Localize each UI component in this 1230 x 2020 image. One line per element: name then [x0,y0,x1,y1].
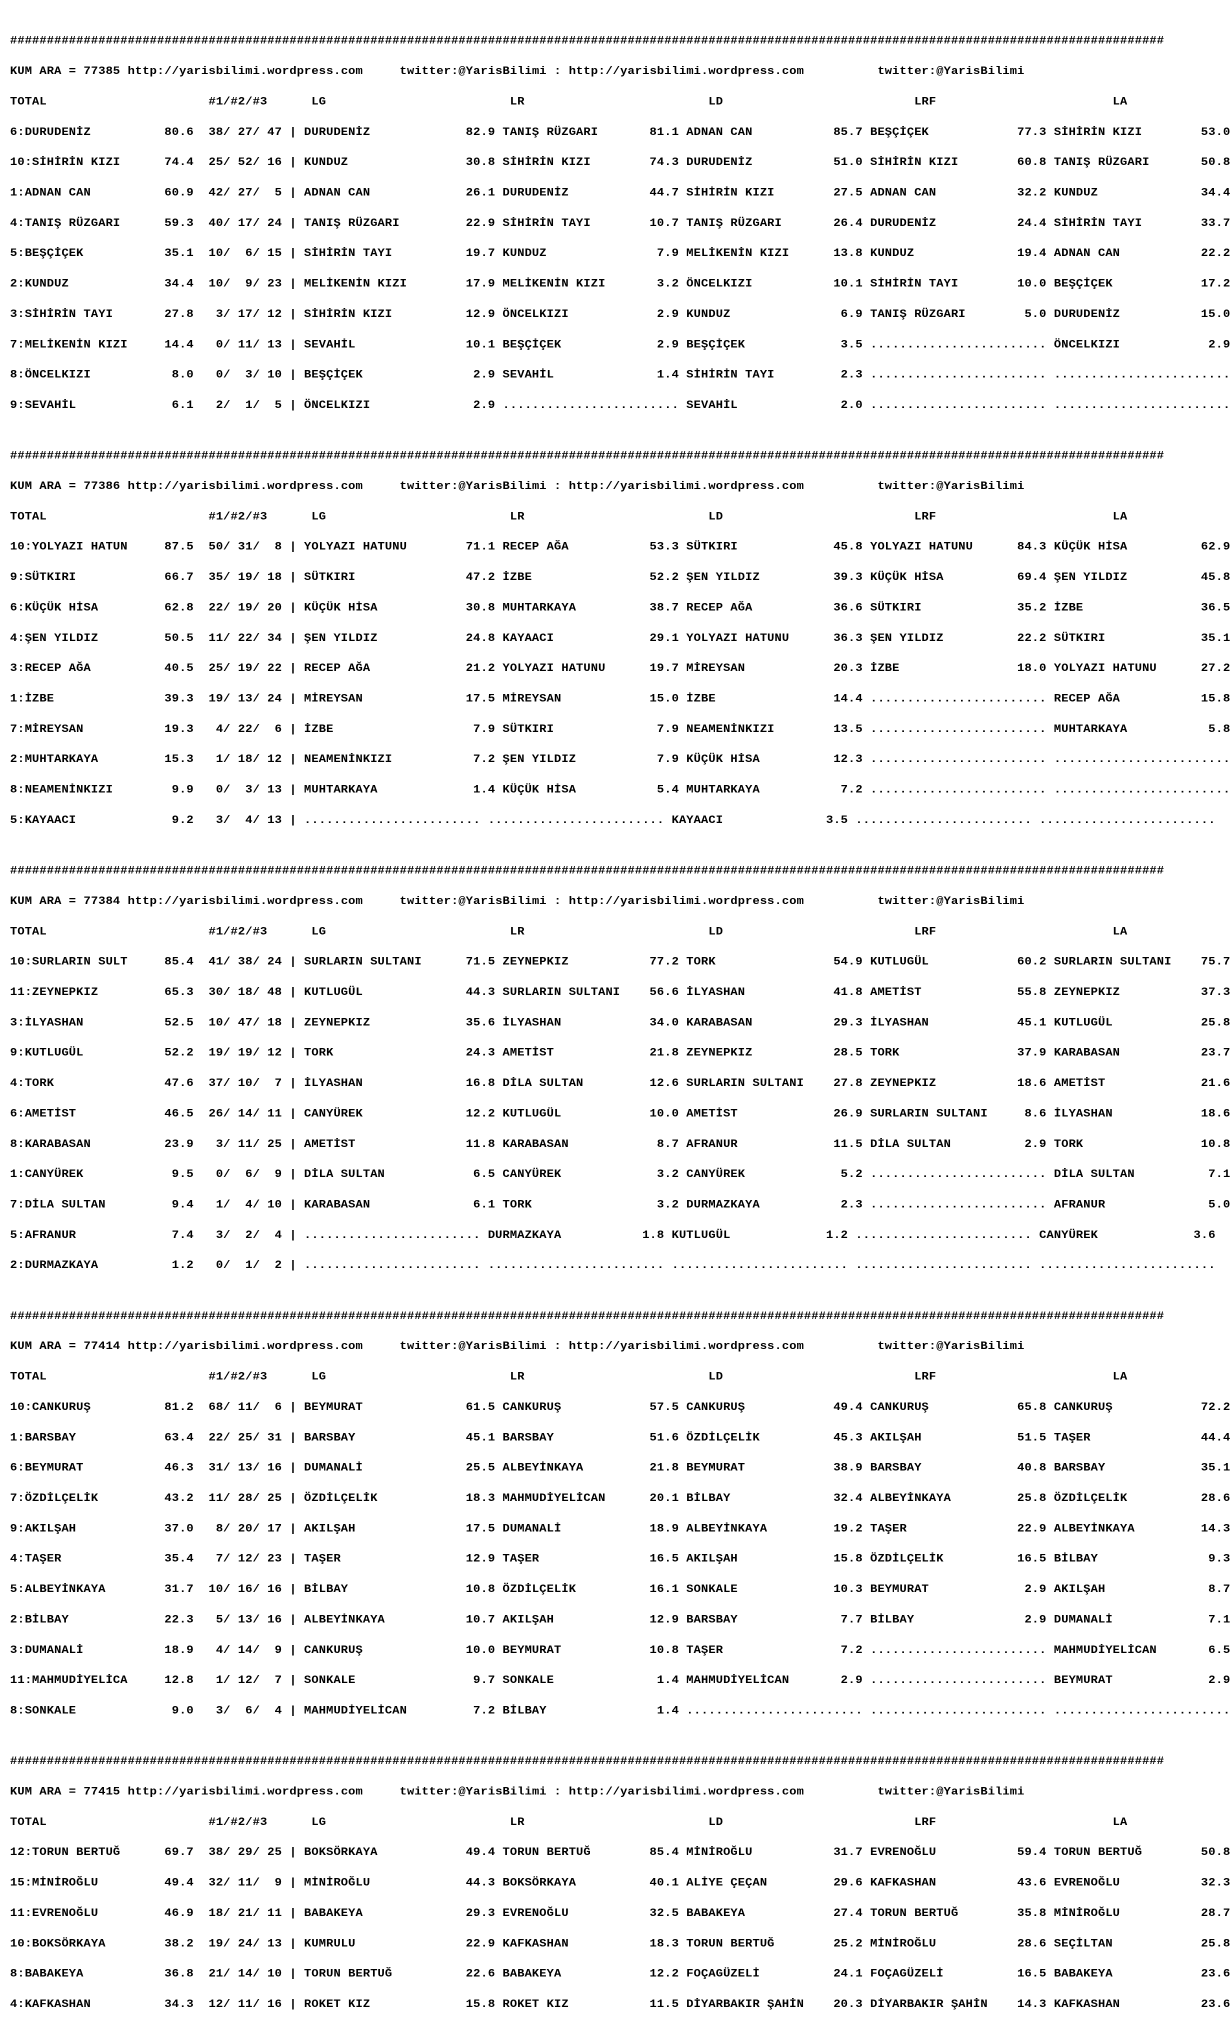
race-header [10,64,1230,78]
site-links: http://yarisbilimi.wordpress.com twitter:@YarisBilimi : http://yarisbilimi.wordpress.com twitter:@YarisBilimi [120,64,1025,78]
site-links: http://yarisbilimi.wordpress.com twitter:@YarisBilimi : http://yarisbilimi.wordpress.com twitter:@YarisBilimi [120,894,1025,908]
table-row: 6:BEYMURAT 46.3 31/ 13/ 16 | DUMANALİ 25.5 ALBEYİNKAYA 21.8 BEYMURAT 38.9 BARSBAY 40.8 BARSBAY 35.1 [10,1461,1230,1475]
table-row: 7:MELİKENİN KIZI 14.4 0/ 11/ 13 | SEVAHİL 10.1 BEŞÇİÇEK 2.9 BEŞÇİÇEK 3.5 ........................ ÖNCELKIZI 2.9 [10,338,1230,351]
kum-ara-label: KUM ARA = 77386 [10,479,121,493]
table-row: 4:TAŞER 35.4 7/ 12/ 23 | TAŞER 12.9 TAŞER 16.5 AKILŞAH 15.8 ÖZDİLÇELİK 16.5 BİLBAY 9.3 [10,1552,1230,1566]
table-row: 4:TORK 47.6 37/ 10/ 7 | İLYASHAN 16.8 DİLA SULTAN 12.6 SURLARIN SULTANI 27.8 ZEYNEPKIZ 18.6 AMETİST 21.6 [10,1076,1230,1090]
race-header [10,1787,1230,1797]
hash-separator: ############################################################################################################################################################# [10,864,1165,878]
race-header [10,479,1230,493]
site-links: http://yarisbilimi.wordpress.com twitter:@YarisBilimi : http://yarisbilimi.wordpress.com twitter:@YarisBilimi [120,1340,1025,1353]
kum-ara-label: KUM ARA = 77414 [10,1340,121,1353]
table-row: 9:SEVAHİL 6.1 2/ 1/ 5 | ÖNCELKIZI 2.9 ........................ SEVAHİL 2.0 ........................ ........................ [10,398,1230,412]
table-row: 10:YOLYAZI HATUN 87.5 50/ 31/ 8 | YOLYAZI HATUNU 71.1 RECEP AĞA 53.3 SÜTKIRI 45.8 YOLYAZI HATUNU 84.3 KÜÇÜK HİSA 62.9 [10,540,1230,554]
table-row: 5:ALBEYİNKAYA 31.7 10/ 16/ 16 | BİLBAY 10.8 ÖZDİLÇELİK 16.1 SONKALE 10.3 BEYMURAT 2.9 AKILŞAH 8.7 [10,1582,1230,1596]
table-row: 5:BEŞÇİÇEK 35.1 10/ 6/ 15 | SİHİRİN TAYI 19.7 KUNDUZ 7.9 MELİKENİN KIZI 13.8 KUNDUZ 19.4 ADNAN CAN 22.2 [10,247,1230,260]
columns-header: TOTAL #1/#2/#3 LG LR LD LRF LA [10,510,1128,524]
table-row: 11:MAHMUDİYELİCA 12.8 1/ 12/ 7 | SONKALE 9.7 SONKALE 1.4 MAHMUDİYELİCAN 2.9 ........................ BEYMURAT 2.9 [10,1673,1230,1687]
table-row: 1:BARSBAY 63.4 22/ 25/ 31 | BARSBAY 45.1 BARSBAY 51.6 ÖZDİLÇELİK 45.3 AKILŞAH 51.5 TAŞER 44.4 [10,1431,1230,1444]
table-row: 10:SURLARIN SULT 85.4 41/ 38/ 24 | SURLARIN SULTANI 71.5 ZEYNEPKIZ 77.2 TORK 54.9 KUTLUGÜL 60.2 SURLARIN SULTANI 75.7 [10,955,1230,969]
table-row: 7:MİREYSAN 19.3 4/ 22/ 6 | İZBE 7.9 SÜTKIRI 7.9 NEAMENİNKIZI 13.5 ........................ MUHTARKAYA 5.8 [10,722,1230,736]
kum-ara-label: KUM ARA = 77415 [10,1785,121,1799]
table-row: 3:İLYASHAN 52.5 10/ 47/ 18 | ZEYNEPKIZ 35.6 İLYASHAN 34.0 KARABASAN 29.3 İLYASHAN 45.1 KUTLUGÜL 25.8 [10,1016,1230,1030]
table-row: 1:İZBE 39.3 19/ 13/ 24 | MİREYSAN 17.5 MİREYSAN 15.0 İZBE 14.4 ........................ RECEP AĞA 15.8 [10,692,1230,706]
table-row: 2:BİLBAY 22.3 5/ 13/ 16 | ALBEYİNKAYA 10.7 AKILŞAH 12.9 BARSBAY 7.7 BİLBAY 2.9 DUMANALİ 7.1 [10,1613,1230,1627]
table-row: 3:RECEP AĞA 40.5 25/ 19/ 22 | RECEP AĞA 21.2 YOLYAZI HATUNU 19.7 MİREYSAN 20.3 İZBE 18.0 YOLYAZI HATUNU 27.2 [10,661,1230,675]
hash-separator: ############################################################################################################################################################# [10,449,1165,463]
table-row: 8:SONKALE 9.0 3/ 6/ 4 | MAHMUDİYELİCAN 7.2 BİLBAY 1.4 ........................ ........................ ........................ [10,1704,1230,1718]
table-row: 4:ŞEN YILDIZ 50.5 11/ 22/ 34 | ŞEN YILDIZ 24.8 KAYAACI 29.1 YOLYAZI HATUNU 36.3 ŞEN YILDIZ 22.2 SÜTKIRI 35.1 [10,631,1230,645]
columns-header: TOTAL #1/#2/#3 LG LR LD LRF LA [10,1370,1128,1384]
table-row: 12:TORUN BERTUĞ 69.7 38/ 29/ 25 | BOKSÖRKAYA 49.4 TORUN BERTUĞ 85.4 MİNİROĞLU 31.7 EVRENOĞLU 59.4 TORUN BERTUĞ 50.8 [10,1846,1230,1859]
table-row: 1:CANYÜREK 9.5 0/ 6/ 9 | DİLA SULTAN 6.5 CANYÜREK 3.2 CANYÜREK 5.2 ........................ DİLA SULTAN 7.1 [10,1167,1230,1181]
race-header [10,894,1230,908]
race-header [10,1342,1230,1352]
table-row: 10:SİHİRİN KIZI 74.4 25/ 52/ 16 | KUNDUZ 30.8 SİHİRİN KIZI 74.3 DURUDENİZ 51.0 SİHİRİN KIZI 60.8 TANIŞ RÜZGARI 50.8 [10,155,1230,169]
race-results-text [10,6,1230,2020]
table-row: 6:AMETİST 46.5 26/ 14/ 11 | CANYÜREK 12.2 KUTLUGÜL 10.0 AMETİST 26.9 SURLARIN SULTANI 8.6 İLYASHAN 18.6 [10,1107,1230,1121]
table-row: 2:KUNDUZ 34.4 10/ 9/ 23 | MELİKENİN KIZI 17.9 MELİKENİN KIZI 3.2 ÖNCELKIZI 10.1 SİHİRİN TAYI 10.0 BEŞÇİÇEK 17.2 [10,277,1230,291]
table-row: 6:DURUDENİZ 80.6 38/ 27/ 47 | DURUDENİZ 82.9 TANIŞ RÜZGARI 81.1 ADNAN CAN 85.7 BEŞÇİÇEK 77.3 SİHİRİN KIZI 53.0 [10,125,1230,139]
table-row: 9:AKILŞAH 37.0 8/ 20/ 17 | AKILŞAH 17.5 DUMANALİ 18.9 ALBEYİNKAYA 19.2 TAŞER 22.9 ALBEYİNKAYA 14.3 [10,1522,1230,1536]
table-row: 5:KAYAACI 9.2 3/ 4/ 13 | ........................ ........................ KAYAACI 3.5 ........................ ........................ [10,813,1216,827]
kum-ara-label: KUM ARA = 77384 [10,894,121,908]
table-row: 5:AFRANUR 7.4 3/ 2/ 4 | ........................ DURMAZKAYA 1.8 KUTLUGÜL 1.2 ........................ CANYÜREK 3.6 [10,1228,1216,1242]
columns-header: TOTAL #1/#2/#3 LG LR LD LRF LA [10,95,1128,109]
table-row: 8:KARABASAN 23.9 3/ 11/ 25 | AMETİST 11.8 KARABASAN 8.7 AFRANUR 11.5 DİLA SULTAN 2.9 TORK 10.8 [10,1137,1230,1151]
table-row: 8:BABAKEYA 36.8 21/ 14/ 10 | TORUN BERTUĞ 22.6 BABAKEYA 12.2 FOÇAGÜZELİ 24.1 FOÇAGÜZELİ 16.5 BABAKEYA 23.6 [10,1967,1230,1981]
table-row: 8:ÖNCELKIZI 8.0 0/ 3/ 10 | BEŞÇİÇEK 2.9 SEVAHİL 1.4 SİHİRİN TAYI 2.3 ........................ ........................ [10,368,1230,382]
kum-ara-label: KUM ARA = 77385 [10,64,121,78]
table-row: 2:DURMAZKAYA 1.2 0/ 1/ 2 | ........................ ........................ ........................ ........................ ........................ [10,1259,1216,1272]
table-row: 3:SİHİRİN TAYI 27.8 3/ 17/ 12 | SİHİRİN KIZI 12.9 ÖNCELKIZI 2.9 KUNDUZ 6.9 TANIŞ RÜZGARI 5.0 DURUDENİZ 15.0 [10,307,1230,321]
table-row: 3:DUMANALİ 18.9 4/ 14/ 9 | CANKURUŞ 10.0 BEYMURAT 10.8 TAŞER 7.2 ........................ MAHMUDİYELİCAN 6.5 [10,1643,1230,1657]
columns-header: TOTAL #1/#2/#3 LG LR LD LRF LA [10,1815,1128,1829]
table-row: 9:KUTLUGÜL 52.2 19/ 19/ 12 | TORK 24.3 AMETİST 21.8 ZEYNEPKIZ 28.5 TORK 37.9 KARABASAN 23.7 [10,1046,1230,1060]
table-row: 15:MİNİROĞLU 49.4 32/ 11/ 9 | MİNİROĞLU 44.3 BOKSÖRKAYA 40.1 ALİYE ÇEÇAN 29.6 KAFKASHAN 43.6 EVRENOĞLU 32.3 [10,1876,1230,1890]
columns-header: TOTAL #1/#2/#3 LG LR LD LRF LA [10,925,1128,938]
table-row: 11:EVRENOĞLU 46.9 18/ 21/ 11 | BABAKEYA 29.3 EVRENOĞLU 32.5 BABAKEYA 27.4 TORUN BERTUĞ 35.8 MİNİROĞLU 28.7 [10,1906,1230,1920]
table-row: 2:MUHTARKAYA 15.3 1/ 18/ 12 | NEAMENİNKIZI 7.2 ŞEN YILDIZ 7.9 KÜÇÜK HİSA 12.3 ........................ ........................ [10,753,1230,766]
hash-separator: ############################################################################################################################################################# [10,1309,1165,1323]
table-row: 10:BOKSÖRKAYA 38.2 19/ 24/ 13 | KUMRULU 22.9 KAFKASHAN 18.3 TORUN BERTUĞ 25.2 MİNİROĞLU 28.6 SEÇİLTAN 25.8 [10,1937,1230,1950]
table-row: 4:KAFKASHAN 34.3 12/ 11/ 16 | ROKET KIZ 15.8 ROKET KIZ 11.5 DİYARBAKIR ŞAHİN 20.3 DİYARBAKIR ŞAHİN 14.3 KAFKASHAN 23.6 [10,1997,1230,2011]
table-row: 4:TANIŞ RÜZGARI 59.3 40/ 17/ 24 | TANIŞ RÜZGARI 22.9 SİHİRİN TAYI 10.7 TANIŞ RÜZGARI 26.4 DURUDENİZ 24.4 SİHİRİN TAYI 33.7 [10,216,1230,230]
hash-separator: ############################################################################################################################################################# [10,1754,1165,1768]
site-links: http://yarisbilimi.wordpress.com twitter:@YarisBilimi : http://yarisbilimi.wordpress.com twitter:@YarisBilimi [120,479,1025,493]
table-row: 6:KÜÇÜK HİSA 62.8 22/ 19/ 20 | KÜÇÜK HİSA 30.8 MUHTARKAYA 38.7 RECEP AĞA 36.6 SÜTKIRI 35.2 İZBE 36.5 [10,601,1230,615]
site-links: http://yarisbilimi.wordpress.com twitter:@YarisBilimi : http://yarisbilimi.wordpress.com twitter:@YarisBilimi [120,1785,1025,1799]
table-row: 9:SÜTKIRI 66.7 35/ 19/ 18 | SÜTKIRI 47.2 İZBE 52.2 ŞEN YILDIZ 39.3 KÜÇÜK HİSA 69.4 ŞEN YILDIZ 45.8 [10,570,1230,584]
table-row: 11:ZEYNEPKIZ 65.3 30/ 18/ 48 | KUTLUGÜL 44.3 SURLARIN SULTANI 56.6 İLYASHAN 41.8 AMETİST 55.8 ZEYNEPKIZ 37.3 [10,985,1230,999]
table-row: 7:DİLA SULTAN 9.4 1/ 4/ 10 | KARABASAN 6.1 TORK 3.2 DURMAZKAYA 2.3 ........................ AFRANUR 5.0 [10,1198,1230,1212]
table-row: 10:CANKURUŞ 81.2 68/ 11/ 6 | BEYMURAT 61.5 CANKURUŞ 57.5 CANKURUŞ 49.4 CANKURUŞ 65.8 CANKURUŞ 72.2 [10,1400,1230,1414]
table-row: 7:ÖZDİLÇELİK 43.2 11/ 28/ 25 | ÖZDİLÇELİK 18.3 MAHMUDİYELİCAN 20.1 BİLBAY 32.4 ALBEYİNKAYA 25.8 ÖZDİLÇELİK 28.6 [10,1491,1230,1505]
table-row: 1:ADNAN CAN 60.9 42/ 27/ 5 | ADNAN CAN 26.1 DURUDENİZ 44.7 SİHİRİN KIZI 27.5 ADNAN CAN 32.2 KUNDUZ 34.4 [10,186,1230,200]
hash-separator: ############################################################################################################################################################# [10,34,1165,48]
table-row: 8:NEAMENİNKIZI 9.9 0/ 3/ 13 | MUHTARKAYA 1.4 KÜÇÜK HİSA 5.4 MUHTARKAYA 7.2 ........................ ........................ [10,783,1230,797]
